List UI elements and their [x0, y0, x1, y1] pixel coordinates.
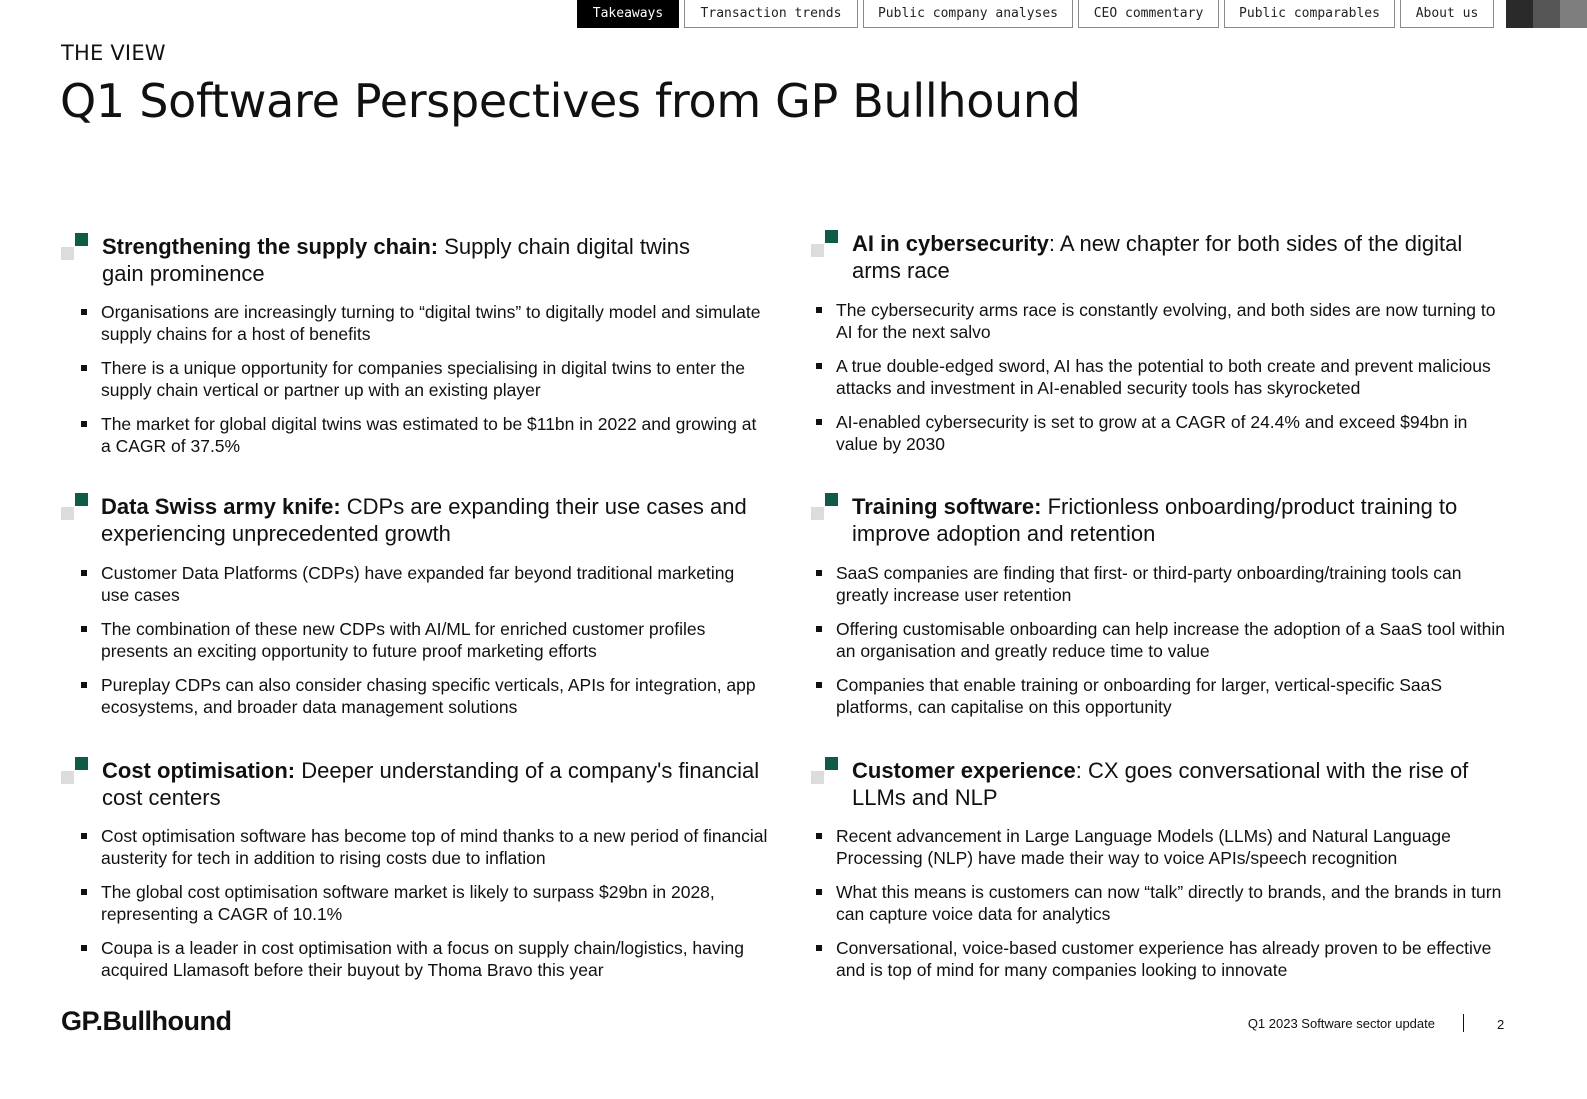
list-item: Pureplay CDPs can also consider chasing specific verticals, APIs for integration, app ecosystems, and broader data management solutions — [81, 674, 761, 718]
takeaway-heading: Customer experience: CX goes conversational with the rise of LLMs and NLP — [852, 758, 1469, 810]
square-marker-icon — [61, 493, 91, 523]
list-item: Recent advancement in Large Language Models (LLMs) and Natural Language Processing (NLP) have made their way to voice APIs/speech recognition — [816, 825, 1511, 869]
list-item: The global cost optimisation software market is likely to surpass $29bn in 2028, representing a CAGR of 10.1% — [81, 881, 781, 925]
takeaway-customer-experience — [811, 757, 1511, 993]
takeaway-training-software — [811, 493, 1511, 730]
takeaway-heading: Data Swiss army knife: CDPs are expanding their use cases and experiencing unprecedented growth — [101, 494, 747, 546]
list-item: Offering customisable onboarding can help increase the adoption of a SaaS tool within an organisation and greatly reduce time to value — [816, 618, 1511, 662]
list-item: What this means is customers can now “talk” directly to brands, and the brands in turn can capture voice data for analytics — [816, 881, 1511, 925]
list-item: Companies that enable training or onboarding for larger, vertical-specific SaaS platforms, can capitalise on this opportunity — [816, 674, 1511, 718]
square-marker-icon — [61, 757, 91, 787]
square-marker-icon — [811, 757, 841, 787]
top-nav — [577, 0, 1499, 28]
square-marker-icon — [61, 233, 91, 263]
tab-public-company-analyses[interactable]: Public company analyses — [863, 0, 1073, 28]
tab-transaction-trends[interactable]: Transaction trends — [684, 0, 858, 28]
list-item: Coupa is a leader in cost optimisation with a focus on supply chain/logistics, having acquired Llamasoft before their buyout by Thoma Bravo this year — [81, 937, 781, 981]
tab-public-comparables[interactable]: Public comparables — [1224, 0, 1395, 28]
takeaway-heading: Cost optimisation: Deeper understanding of a company's financial cost centers — [102, 758, 760, 810]
list-item: The combination of these new CDPs with AI/ML for enriched customer profiles presents an exciting opportunity to future proof marketing efforts — [81, 618, 761, 662]
list-item: A true double-edged sword, AI has the potential to both create and prevent malicious attacks and investment in AI-enabled security tools has skyrocketed — [816, 355, 1511, 399]
takeaway-data-swiss-army-knife — [61, 493, 761, 730]
list-item: AI-enabled cybersecurity is set to grow at a CAGR of 24.4% and exceed $94bn in value by 2030 — [816, 411, 1511, 455]
bullet-list — [811, 299, 1511, 455]
square-marker-icon — [811, 493, 841, 523]
takeaway-heading: Training software: Frictionless onboarding/product training to improve adoption and retention — [852, 494, 1458, 546]
list-item: The cybersecurity arms race is constantly evolving, and both sides are now turning to AI for the next salvo — [816, 299, 1511, 343]
document-title: Q1 2023 Software sector update — [1247, 1016, 1435, 1031]
takeaway-heading: AI in cybersecurity: A new chapter for both sides of the digital arms race — [852, 231, 1463, 283]
takeaway-supply-chain — [61, 233, 761, 469]
bullet-list — [811, 825, 1511, 981]
section-kicker: THE VIEW — [61, 41, 166, 65]
list-item: The market for global digital twins was estimated to be $11bn in 2022 and growing at a CAGR of 37.5% — [81, 413, 761, 457]
footer-divider — [1463, 1014, 1464, 1032]
page-title: Q1 Software Perspectives from GP Bullhound — [60, 74, 1081, 128]
list-item: There is a unique opportunity for companies specialising in digital twins to enter the supply chain vertical or partner up with an existing player — [81, 357, 761, 401]
corner-block-dark — [1506, 0, 1533, 28]
page-number: 2 — [1497, 1017, 1505, 1032]
takeaway-cost-optimisation — [61, 757, 781, 993]
corner-decoration — [1506, 0, 1587, 28]
corner-block-mid — [1533, 0, 1560, 28]
list-item: Cost optimisation software has become top of mind thanks to a new period of financial austerity for tech in addition to rising costs due to inflation — [81, 825, 781, 869]
takeaway-ai-cybersecurity — [811, 230, 1511, 467]
bullet-list — [61, 825, 781, 981]
list-item: Customer Data Platforms (CDPs) have expanded far beyond traditional marketing use cases — [81, 562, 761, 606]
gp-bullhound-logo: GP.Bullhound — [61, 1006, 232, 1036]
bullet-list — [61, 562, 761, 718]
bullet-list — [811, 562, 1511, 718]
corner-block-light — [1560, 0, 1587, 28]
square-marker-icon — [811, 230, 841, 260]
tab-ceo-commentary[interactable]: CEO commentary — [1078, 0, 1219, 28]
bullet-list — [61, 301, 761, 457]
takeaway-heading: Strengthening the supply chain: Supply chain digital twins gain prominence — [102, 234, 691, 286]
list-item: SaaS companies are finding that first- or third-party onboarding/training tools can greatly increase user retention — [816, 562, 1511, 606]
tab-about-us[interactable]: About us — [1400, 0, 1494, 28]
list-item: Conversational, voice-based customer experience has already proven to be effective and is top of mind for many companies looking to innovate — [816, 937, 1511, 981]
tab-takeaways[interactable]: Takeaways — [577, 0, 679, 28]
list-item: Organisations are increasingly turning to “digital twins” to digitally model and simulate supply chains for a host of benefits — [81, 301, 761, 345]
